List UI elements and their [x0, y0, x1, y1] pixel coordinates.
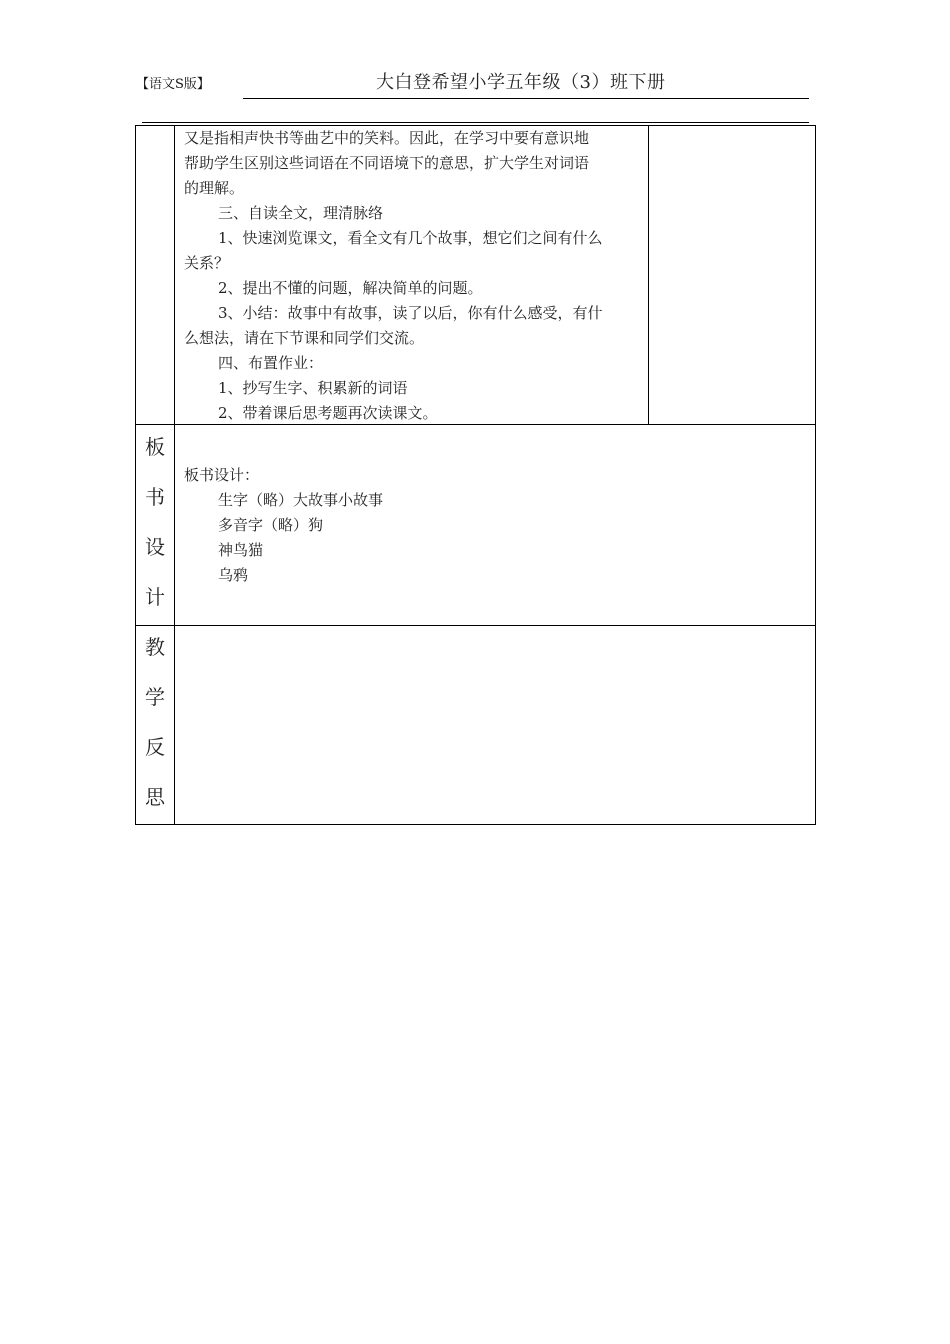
board-design-content — [184, 463, 644, 588]
label-char: 思 — [145, 785, 165, 809]
header-edition-tag: 【语文S版】 — [136, 77, 210, 92]
body-line: 的理解。 — [184, 179, 245, 197]
notes-column-divider — [648, 125, 649, 424]
body-line: 3、小结：故事中有故事，读了以后，你有什么感受，有什 — [218, 304, 603, 322]
label-char: 板 — [145, 435, 165, 459]
section-heading: 四、布置作业： — [218, 354, 324, 372]
label-char: 计 — [145, 585, 165, 609]
board-line: 生字（略）大故事小故事 — [218, 491, 384, 509]
lesson-body — [184, 126, 644, 426]
board-line: 多音字（略）狗 — [218, 516, 324, 534]
label-char: 反 — [145, 735, 165, 759]
header-title: 大白登希望小学五年级（3）班下册 — [376, 72, 666, 93]
body-line: 2、带着课后思考题再次读课文。 — [218, 404, 438, 422]
body-line: 么想法，请在下节课和同学们交流。 — [184, 329, 425, 347]
header-rule-lower — [142, 122, 809, 123]
label-char: 书 — [145, 485, 165, 509]
board-line: 神鸟猫 — [218, 541, 264, 559]
label-char: 教 — [145, 635, 165, 659]
header-rule — [243, 98, 809, 99]
body-line: 关系？ — [184, 254, 230, 272]
board-design-label — [136, 422, 174, 622]
body-line: 又是指相声快书等曲艺中的笑料。因此，在学习中要有意识地 — [184, 129, 590, 147]
board-heading: 板书设计： — [184, 466, 260, 484]
board-line: 乌鸦 — [218, 566, 249, 584]
reflection-label — [136, 622, 174, 822]
body-line: 1、快速浏览课文，看全文有几个故事，想它们之间有什么 — [218, 229, 603, 247]
label-char: 学 — [145, 685, 165, 709]
label-char: 设 — [145, 535, 165, 559]
body-line: 1、抄写生字、积累新的词语 — [218, 379, 408, 397]
body-line: 帮助学生区别这些词语在不同语境下的意思，扩大学生对词语 — [184, 154, 590, 172]
section-heading: 三、自读全文，理清脉络 — [218, 204, 384, 222]
row-divider-2 — [135, 625, 816, 626]
label-column-divider — [174, 125, 175, 825]
body-line: 2、提出不懂的问题，解决简单的问题。 — [218, 279, 483, 297]
